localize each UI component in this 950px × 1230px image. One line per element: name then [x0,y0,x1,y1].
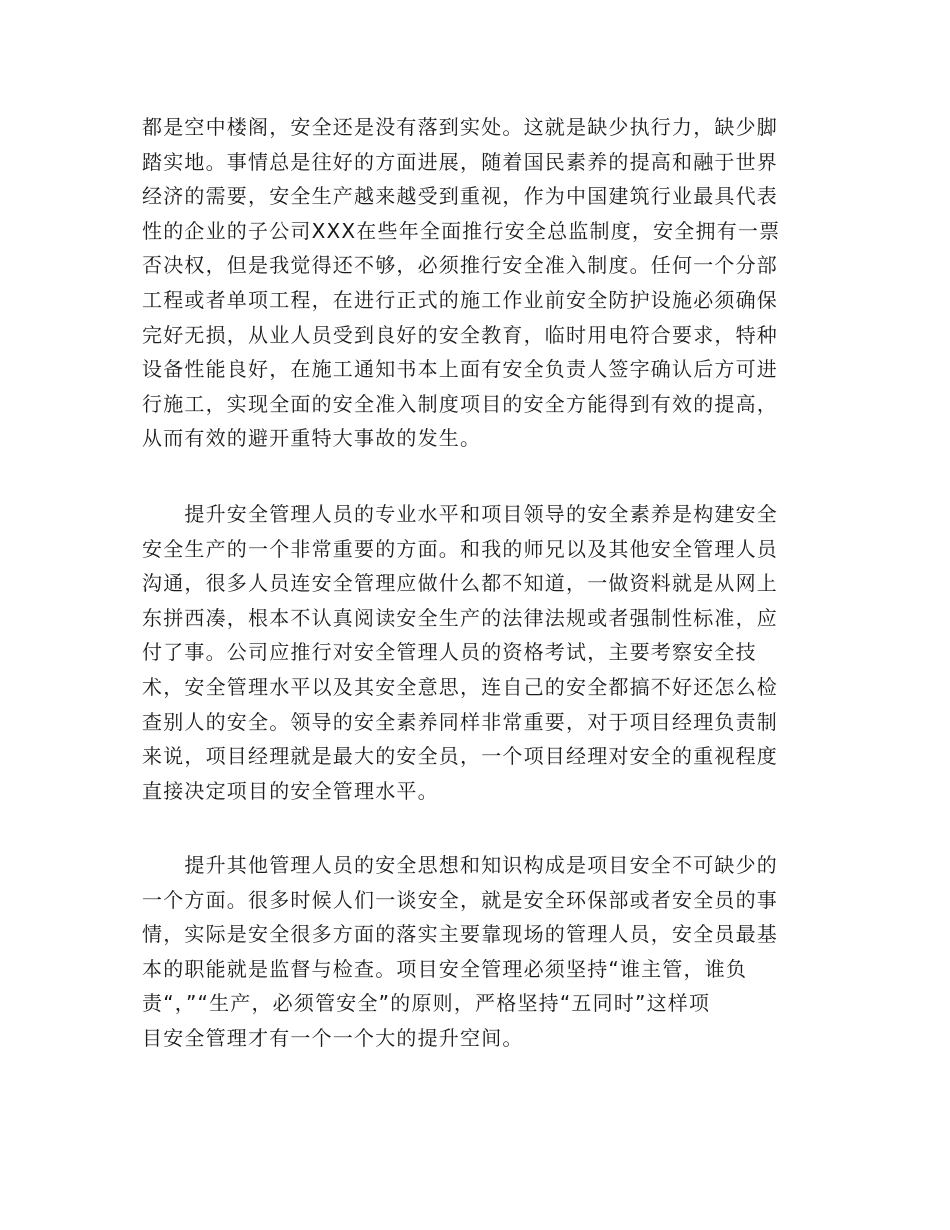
paragraph-line: 目安全管理才有一个一个大的提升空间。 [142,1025,524,1050]
paragraph-line: 情，实际是安全很多方面的落实主要靠现场的管理人员，安全员最基 [142,922,778,947]
paragraph-1 [142,110,808,456]
paragraph-line: 付了事。公司应推行对安全管理人员的资格考试，主要考察安全技 [142,640,757,665]
paragraph-line: 否决权，但是我觉得还不够，必须推行安全准入制度。任何一个分部 [142,253,778,278]
paragraph-line: 一个方面。很多时候人们一谈安全，就是安全环保部或者安全员的事 [142,887,778,912]
paragraph-line: 行施工，实现全面的安全准入制度项目的安全方能得到有效的提高， [142,391,778,416]
paragraph-2 [142,497,808,808]
paragraph-line: 从而有效的避开重特大事故的发生。 [142,426,482,451]
paragraph-line: 沟通，很多人员连安全管理应做什么都不知道，一做资料就是从网上 [142,571,778,596]
paragraph-line: 责“，”“生产，必须管安全”的原则，严格坚持“五同时”这样项 [142,991,711,1016]
paragraph-line: 术，安全管理水平以及其安全意思，连自己的安全都搞不好还怎么检 [142,674,778,699]
paragraph-line: 提升安全管理人员的专业水平和项目领导的安全素养是构建安全 [142,502,778,526]
paragraph-line: 设备性能良好，在施工通知书本上面有安全负责人签字确认后方可进 [142,357,778,382]
paragraph-line: 查别人的安全。领导的安全素养同样非常重要，对于项目经理负责制 [142,709,778,734]
paragraph-line: 本的职能就是监督与检查。项目安全管理必须坚持“谁主管，谁负 [142,956,748,981]
paragraph-3 [142,848,808,1056]
paragraph-line: 来说，项目经理就是最大的安全员，一个项目经理对安全的重视程度 [142,744,778,769]
paragraph-line: 直接决定项目的安全管理水平。 [142,778,439,803]
paragraph-line: 安全生产的一个非常重要的方面。和我的师兄以及其他安全管理人员 [142,536,778,561]
paragraph-line: 踏实地。事情总是往好的方面进展，随着国民素养的提高和融于世界 [142,149,778,174]
paragraph-line: 完好无损，从业人员受到良好的安全教育，临时用电符合要求，特种 [142,322,778,347]
paragraph-line: 经济的需要，安全生产越来越受到重视，作为中国建筑行业最具代表 [142,184,778,209]
paragraph-line: 东拼西凑，根本不认真阅读安全生产的法律法规或者强制性标准，应 [142,605,778,630]
paragraph-line: 性的企业的子公司XXX在些年全面推行安全总监制度，安全拥有一票 [142,218,781,243]
paragraph-line: 提升其他管理人员的安全思想和知识构成是项目安全不可缺少的 [142,853,778,877]
paragraph-line: 工程或者单项工程，在进行正式的施工作业前安全防护设施必须确保 [142,287,778,312]
paragraph-line: 都是空中楼阁，安全还是没有落到实处。这就是缺少执行力，缺少脚 [142,115,778,139]
